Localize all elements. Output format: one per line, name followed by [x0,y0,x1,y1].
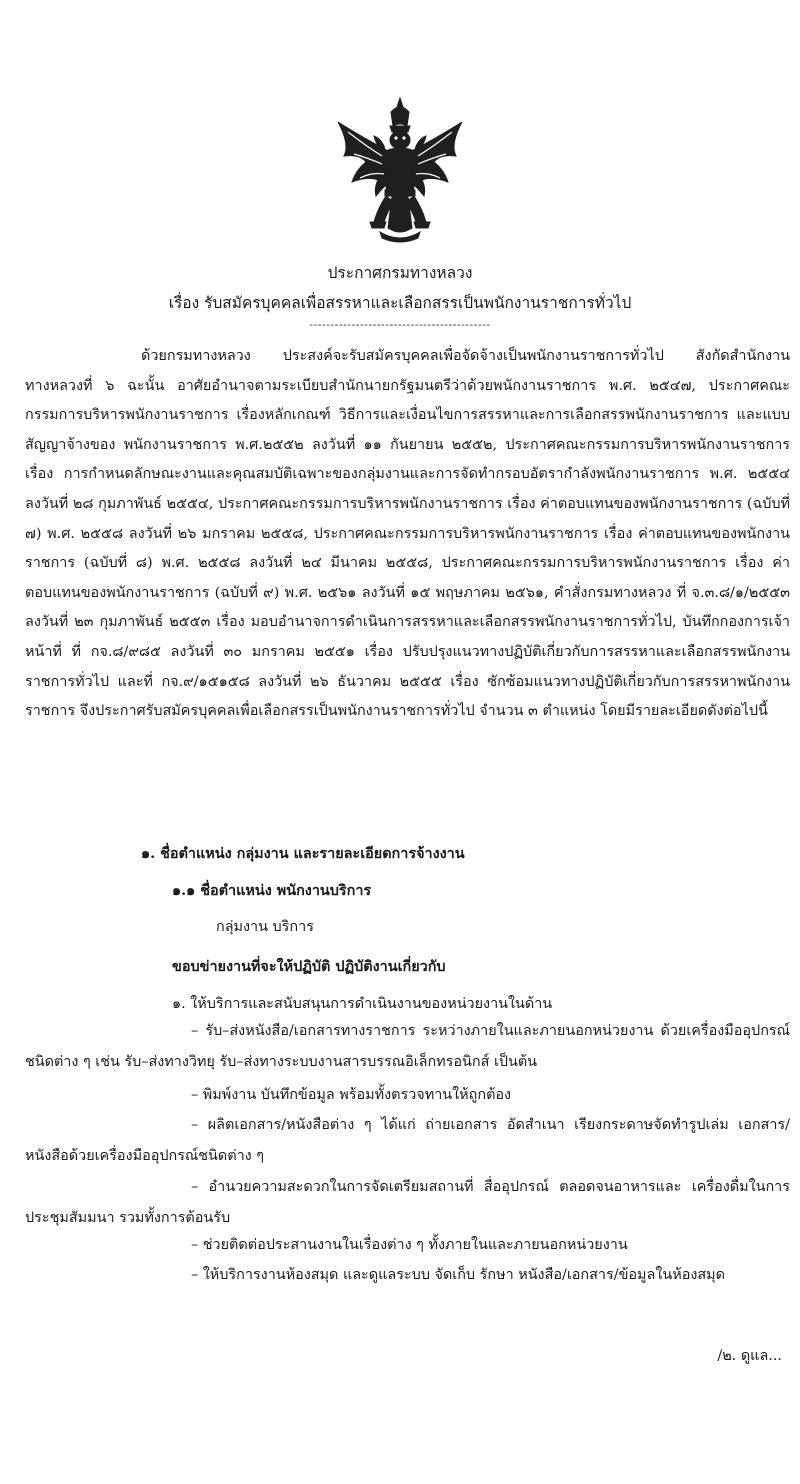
page-continuation-marker: /๒. ดูแล... [717,1348,782,1364]
duty-bullet-2: – พิมพ์งาน บันทึกข้อมูล พร้อมทั้งตรวจทานให้ถูกต้อง [191,1087,512,1103]
duty-item-1: ๑. ให้บริการและสนับสนุนการดำเนินงานของหน่วยงานในด้าน [172,996,553,1012]
duty-bullet-5: – ช่วยติดต่อประสานงานในเรื่องต่าง ๆ ทั้งภายในและภายนอกหน่วยงาน [191,1237,628,1253]
section-1-1-heading: ๑.๑ ชื่อตำแหน่ง พนักงานบริการ [172,882,372,899]
work-group-label: กลุ่มงาน บริการ [216,919,314,935]
garuda-emblem-icon [330,96,470,244]
duty-bullet-3: – ผลิตเอกสาร/หนังสือต่าง ๆ ได้แก่ ถ่ายเอกสาร อัดสำเนา เรียงกระดาษจัดทำรูปเล่ม เอกสาร/หนังสือด้วยเครื่องมืออุปกรณ์ชนิดต่าง ๆ [25,1117,790,1164]
title-divider: ------------------------------------------- [309,318,491,331]
duty-bullet-4: – อำนวยความสะดวกในการจัดเตรียมสถานที่ สื่ออุปกรณ์ ตลอดจนอาหารและ เครื่องดื่มในการประชุมสัมมนา รวมทั้งการต้อนรับ [25,1179,790,1226]
intro-paragraph: ด้วยกรมทางหลวง ประสงค์จะรับสมัครบุคคลเพื่อจัดจ้างเป็นพนักงานราชการทั่วไป สังกัดสำนักงานทางหลวงที่ ๖ ฉะนั้น อาศัยอำนาจตามระเบียบสำนักนายกรัฐมนตรีว่าด้วยพนักงานราชการ พ.ศ. ๒๕๔๗, ประกาศคณะกรรมการบริหารพนักงานราชการ เรื่องหลักเกณฑ์ วิธีการและเงื่อนไขการสรรหาและการเลือกสรรพนักงานราชการ และแบบสัญญาจ้างของ พนักงานราชการ พ.ศ.๒๕๕๒ ลงวันที่ ๑๑ กันยายน ๒๕๕๒, ประกาศคณะกรรมการบริหารพนักงานราชการ เรื่อง การกำหนดลักษณะงานและคุณสมบัติเฉพาะของกลุ่มงานและการจัดทำกรอบอัตรากำลังพนักงานราชการ พ.ศ. ๒๕๕๔ ลงวันที่ ๒๘ กุมภาพันธ์ ๒๕๕๔, ประกาศคณะกรรมการบริหารพนักงานราชการ เรื่อง ค่าตอบแทนของพนักงานราชการ (ฉบับที่ ๗) พ.ศ. ๒๕๕๘ ลงวันที่ ๒๖ มกราคม ๒๕๕๘, ประกาศคณะกรรมการบริหารพนักงานราชการ เรื่อง ค่าตอบแทนของพนักงานราชการ (ฉบับที่ ๘) พ.ศ. ๒๕๕๘ ลงวันที่ ๒๔ มีนาคม ๒๕๕๘, ประกาศคณะกรรมการบริหารพนักงานราชการ เรื่อง ค่าตอบแทนของพนักงานราชการ (ฉบับที่ ๙) พ.ศ. ๒๕๖๑ ลงวันที่ ๑๕ พฤษภาคม ๒๕๖๑, คำสั่งกรมทางหลวง ที่ จ.๓.๘/๑/๒๕๕๓ ลงวันที่ ๒๓ กุมภาพันธ์ ๒๕๕๓ เรื่อง มอบอำนาจการดำเนินการสรรหาและเลือกสรรพนักงานราชการทั่วไป, บันทึกกองการเจ้าหน้าที่ ที่ กจ.๘/๙๘๕ ลงวันที่ ๓๐ มกราคม ๒๕๕๑ เรื่อง ปรับปรุงแนวทางปฏิบัติเกี่ยวกับการสรรหาและเลือกสรรพนักงานราชการทั่วไป และที่ กจ.๙/๑๕๑๕๘ ลงวันที่ ๒๖ ธันวาคม ๒๕๕๕ เรื่อง ซักซ้อมแนวทางปฏิบัติเกี่ยวกับการสรรหาพนักงานราชการ จึงประกาศรับสมัครบุคคลเพื่อเลือกสรรเป็นพนักงานราชการทั่วไป จำนวน ๓ ตำแหน่ง โดยมีรายละเอียดดังต่อไปนี้ [25,348,795,720]
duty-bullet-1: – รับ–ส่งหนังสือ/เอกสารทางราชการ ระหว่างภายในและภายนอกหน่วยงาน ด้วยเครื่องมืออุปกรณ์ชนิดต่าง ๆ เช่น รับ–ส่งทางวิทยุ รับ–ส่งทางระบบงานสารบรรณอิเล็กทรอนิกส์ เป็นต้น [25,1023,790,1070]
duty-bullet-6: – ให้บริการงานห้องสมุด และดูแลระบบ จัดเก็บ รักษา หนังสือ/เอกสาร/ข้อมูลในห้องสมุด [191,1267,725,1283]
section-1-heading: ๑. ชื่อตำแหน่ง กลุ่มงาน และรายละเอียดการจ้างงาน [141,845,465,862]
announcement-title: ประกาศกรมทางหลวง [327,264,473,282]
announcement-subject: เรื่อง รับสมัครบุคคลเพื่อสรรหาและเลือกสรรเป็นพนักงานราชการทั่วไป [168,294,632,312]
scope-heading: ขอบข่ายงานที่จะให้ปฏิบัติ ปฏิบัติงานเกี่ยวกับ [172,958,446,975]
